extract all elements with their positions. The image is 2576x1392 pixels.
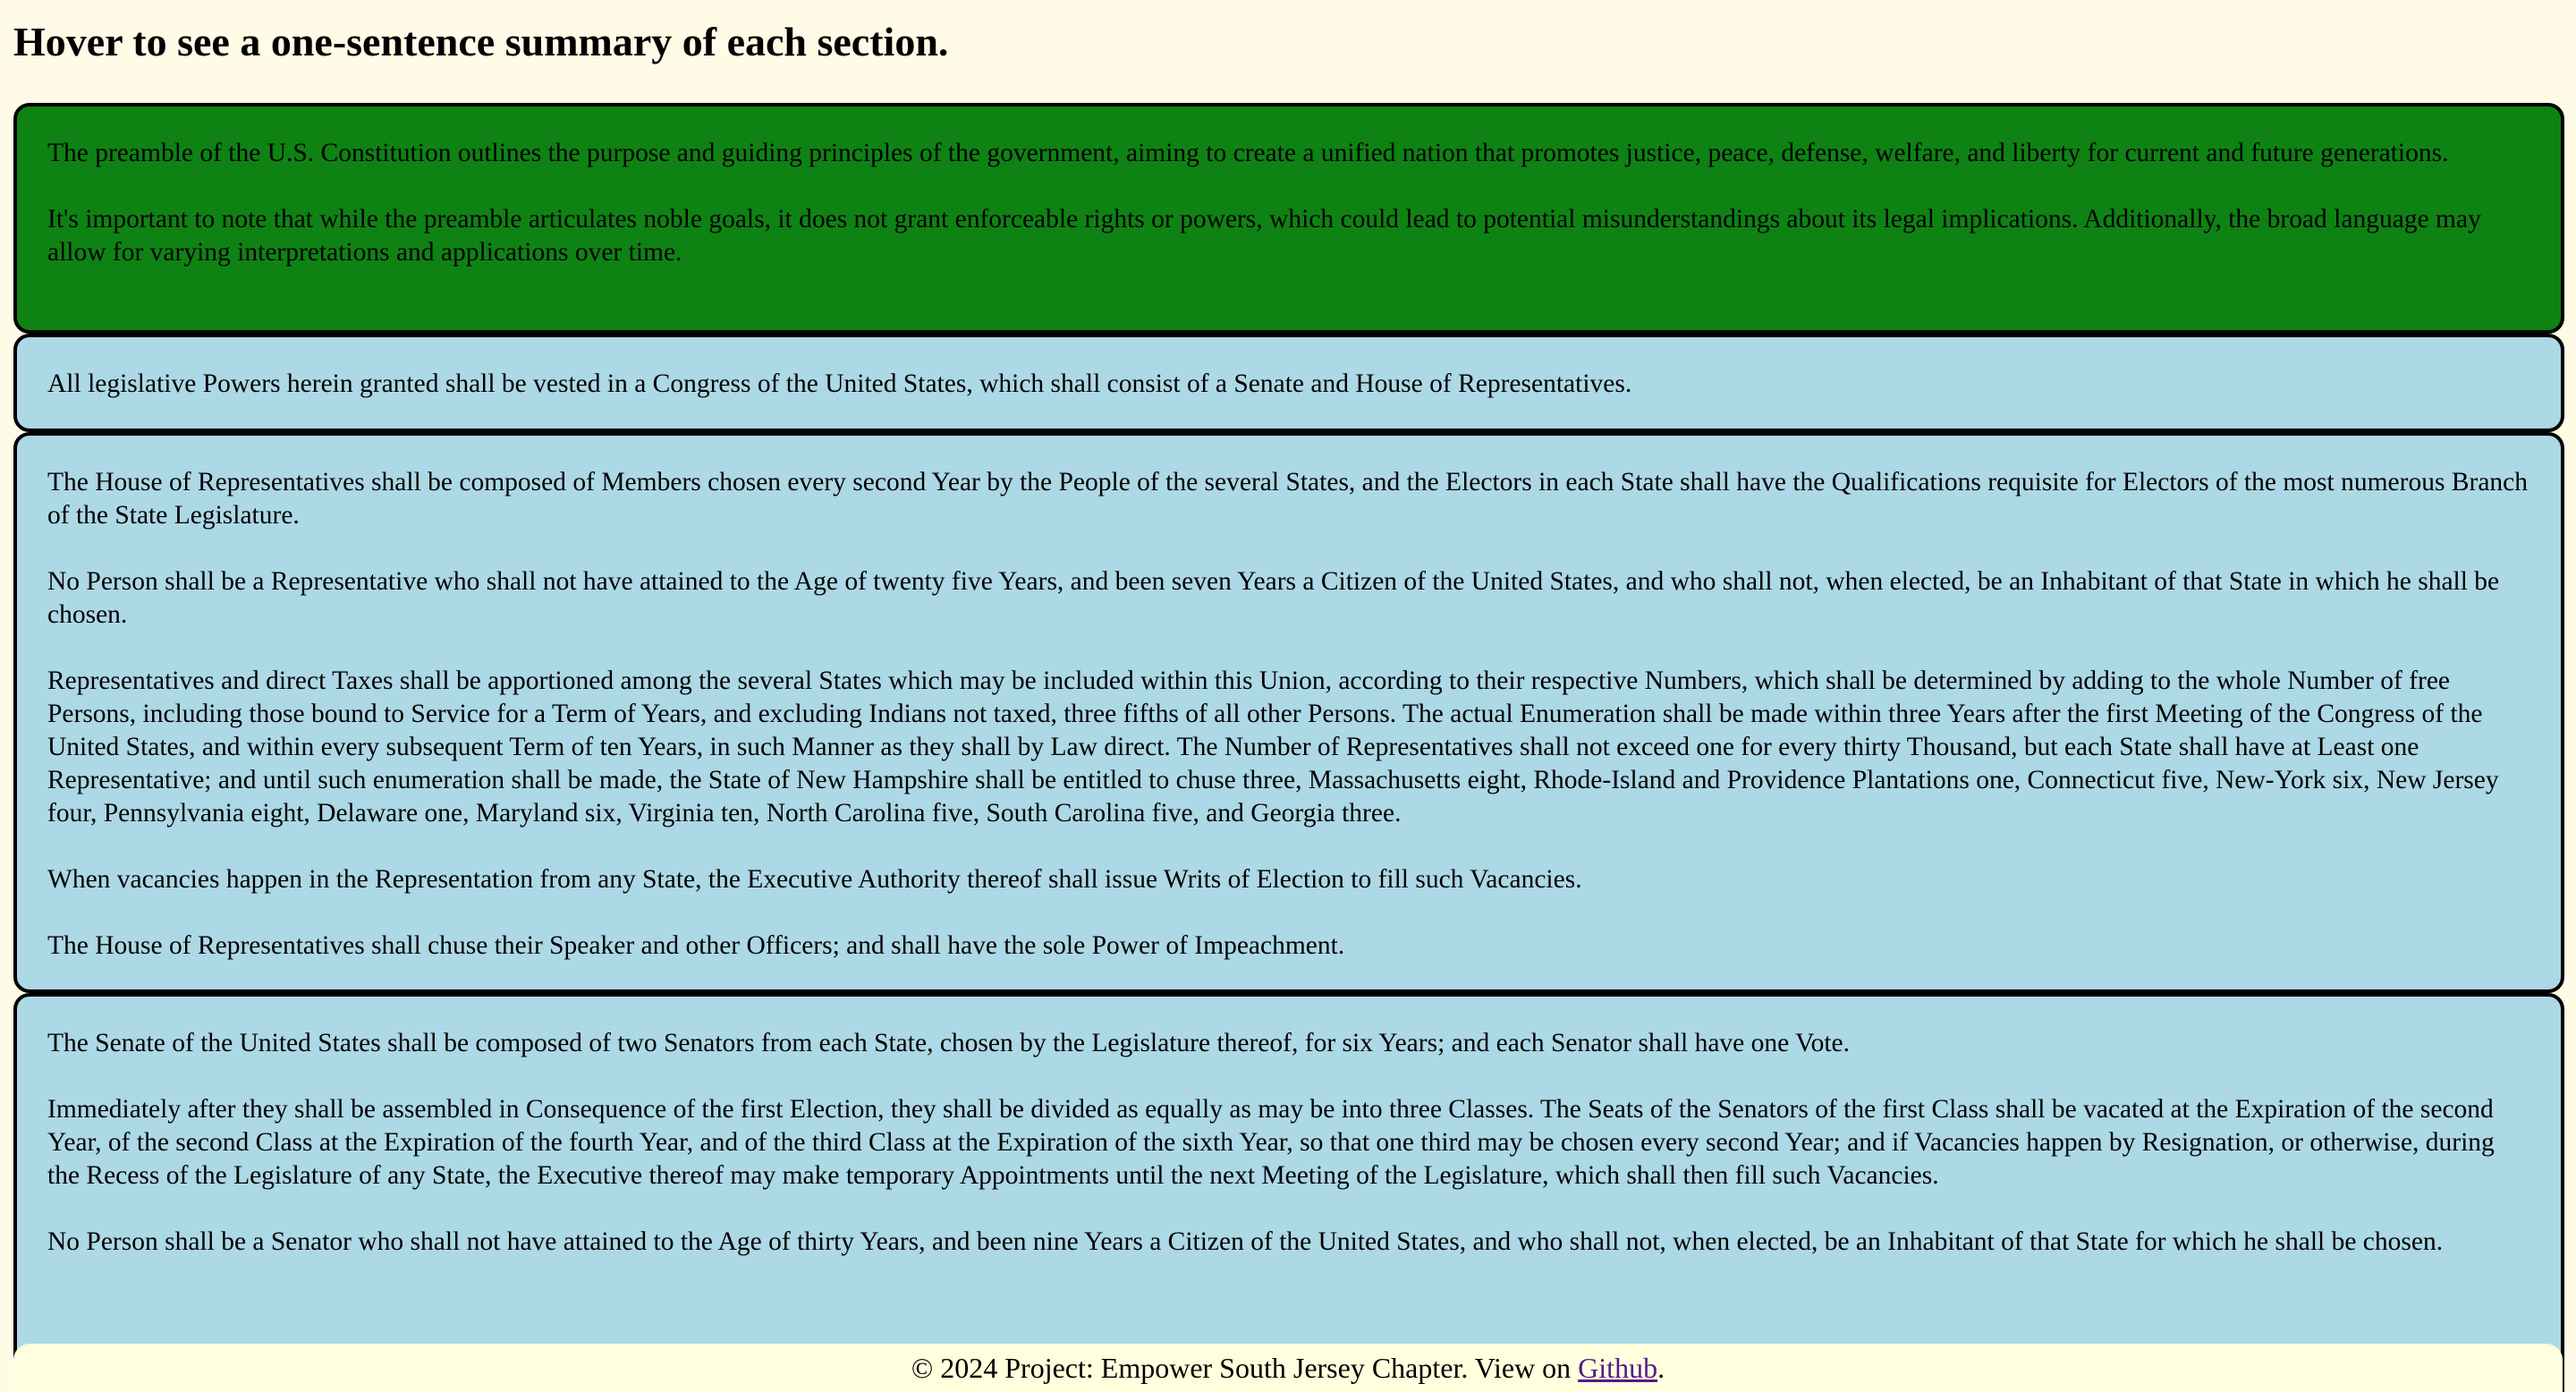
section-paragraph: No Person shall be a Representative who shall not have attained to the Age of twenty five Years, and been seven Years a Citizen of the United States, and who shall not, when elected, be an Inhabitant of that State in which he shall be chosen. xyxy=(47,567,2500,629)
section-article-1-section-1[interactable] xyxy=(13,334,2564,432)
section-article-1-section-3[interactable] xyxy=(13,993,2564,1392)
footer-text: © 2024 Project: Empower South Jersey Chapter. View on xyxy=(911,1352,1579,1384)
section-paragraph: No Person shall be a Senator who shall not have attained to the Age of thirty Years, and been nine Years a Citizen of the United States, and who shall not, when elected, be an Inhabitant of that State for which he shall be chosen. xyxy=(47,1227,2444,1256)
footer-period: . xyxy=(1657,1352,1665,1384)
section-article-1-section-2[interactable] xyxy=(13,432,2564,993)
section-paragraph: Immediately after they shall be assembled in Consequence of the first Election, they shall be divided as equally as may be into three Classes. The Seats of the Senators of the first Class shall be vacated at the Expiration of the second Year, of the second Class at the Expiration of the fourth Year, and of the third Class at the Expiration of the sixth Year, so that one third may be chosen every second Year; and if Vacancies happen by Resignation, or otherwise, during the Recess of the Legislature of any State, the Executive thereof may make temporary Appointments until the next Meeting of the Legislature, which shall then fill such Vacancies. xyxy=(47,1095,2495,1190)
section-paragraph: When vacancies happen in the Representation from any State, the Executive Authority thereof shall issue Writs of Election to fill such Vacancies. xyxy=(47,865,1582,894)
section-paragraph: The preamble of the U.S. Constitution outlines the purpose and guiding principles of the government, aiming to create a unified nation that promotes justice, peace, defense, welfare, and liberty for current and future generations. xyxy=(47,139,2449,167)
section-paragraph: All legislative Powers herein granted shall be vested in a Congress of the United States, which shall consist of a Senate and House of Representatives. xyxy=(47,369,1632,398)
section-paragraph: It's important to note that while the preamble articulates noble goals, it does not grant enforceable rights or powers, which could lead to potential misunderstandings about its legal implications. Additionally, the broad language may allow for varying interpretations and applications over time. xyxy=(47,205,2481,267)
section-preamble[interactable] xyxy=(13,103,2564,334)
section-paragraph: The Senate of the United States shall be composed of two Senators from each State, chosen by the Legislature thereof, for six Years; and each Senator shall have one Vote. xyxy=(47,1029,1851,1057)
section-paragraph: The House of Representatives shall chuse their Speaker and other Officers; and shall have the sole Power of Impeachment. xyxy=(47,931,1345,960)
constitution-sections xyxy=(13,103,2564,1392)
github-link[interactable]: Github xyxy=(1578,1352,1658,1384)
section-paragraph: Representatives and direct Taxes shall be apportioned among the several States which may be included within this Union, according to their respective Numbers, which shall be determined by adding to the whole Number of free Persons, including those bound to Service for a Term of Years, and excluding Indians not taxed, three fifths of all other Persons. The actual Enumeration shall be made within three Years after the first Meeting of the Congress of the United States, and within every subsequent Term of ten Years, in such Manner as they shall by Law direct. The Number of Representatives shall not exceed one for every thirty Thousand, but each State shall have at Least one Representative; and until such enumeration shall be made, the State of New Hampshire shall be entitled to chuse three, Massachusetts eight, Rhode-Island and Providence Plantations one, Connecticut five, New-York six, New Jersey four, Pennsylvania eight, Delaware one, Maryland six, Virginia ten, North Carolina five, South Carolina five, and Georgia three. xyxy=(47,666,2499,828)
page-footer xyxy=(13,1344,2563,1392)
section-paragraph: The House of Representatives shall be composed of Members chosen every second Year by the People of the several States, and the Electors in each State shall have the Qualifications requisite for Electors of the most numerous Branch of the State Legislature. xyxy=(47,468,2528,530)
page-title: Hover to see a one-sentence summary of each section. xyxy=(13,19,949,64)
